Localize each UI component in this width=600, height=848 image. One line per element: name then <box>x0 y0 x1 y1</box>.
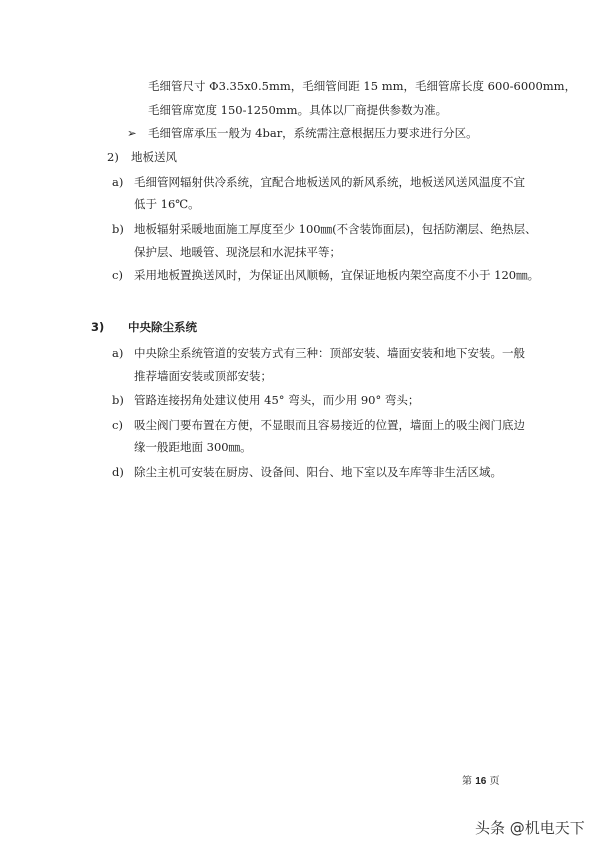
item-line: 中央除尘系统管道的安装方式有三种：顶部安装、墙面安装和地下安装。一般 <box>134 346 525 360</box>
item-line: 地板辐射采暖地面施工厚度至少 100㎜(不含装饰面层)，包括防潮层、绝热层、 <box>134 222 537 236</box>
item-line: 低于 16℃。 <box>134 197 200 211</box>
item-marker: b) <box>112 222 124 236</box>
spec-line-1: 毛细管尺寸 Φ3.35x0.5mm，毛细管间距 15 mm，毛细管席长度 600-6000mm， <box>148 79 577 93</box>
spec-line-2: 毛细管席宽度 150-1250mm。具体以厂商提供参数为准。 <box>148 103 448 117</box>
item-marker: c) <box>112 418 123 432</box>
subsection-2-number: 2) <box>107 150 119 164</box>
item-marker: b) <box>112 393 124 407</box>
item-line: 采用地板置换送风时，为保证出风顺畅，宜保证地板内架空高度不小于 120㎜。 <box>134 268 540 282</box>
page-prefix: 第 <box>462 776 472 787</box>
page-number <box>462 772 500 787</box>
bullet-marker: ➢ <box>127 126 137 140</box>
item-line: 毛细管网辐射供冷系统，宜配合地板送风的新风系统，地板送风送风温度不宜 <box>134 175 525 189</box>
item-marker: a) <box>112 175 124 189</box>
item-marker: d) <box>112 465 124 479</box>
page-suffix: 页 <box>489 776 500 787</box>
subsection-2-title: 地板送风 <box>131 150 177 164</box>
section-3-title: 中央除尘系统 <box>128 320 197 334</box>
item-line: 管路连接拐角处建议使用 45° 弯头，而少用 90° 弯头； <box>134 393 420 407</box>
item-line: 保护层、地暖管、现浇层和水泥抹平等； <box>134 245 341 259</box>
item-line: 缘一般距地面 300㎜。 <box>134 440 252 454</box>
item-marker: a) <box>112 346 124 360</box>
bullet-text: 毛细管席承压一般为 4bar，系统需注意根据压力要求进行分区。 <box>148 126 478 140</box>
item-marker: c) <box>112 268 123 282</box>
item-line: 推荐墙面安装或顶部安装； <box>134 369 272 383</box>
item-line: 吸尘阀门要布置在方便，不显眼而且容易接近的位置，墙面上的吸尘阀门底边 <box>134 418 525 432</box>
item-line: 除尘主机可安装在厨房、设备间、阳台、地下室以及车库等非生活区域。 <box>134 465 502 479</box>
section-3-number: 3) <box>91 320 105 334</box>
watermark: 头条 @机电天下 <box>475 819 585 837</box>
page-value: 16 <box>475 776 487 787</box>
